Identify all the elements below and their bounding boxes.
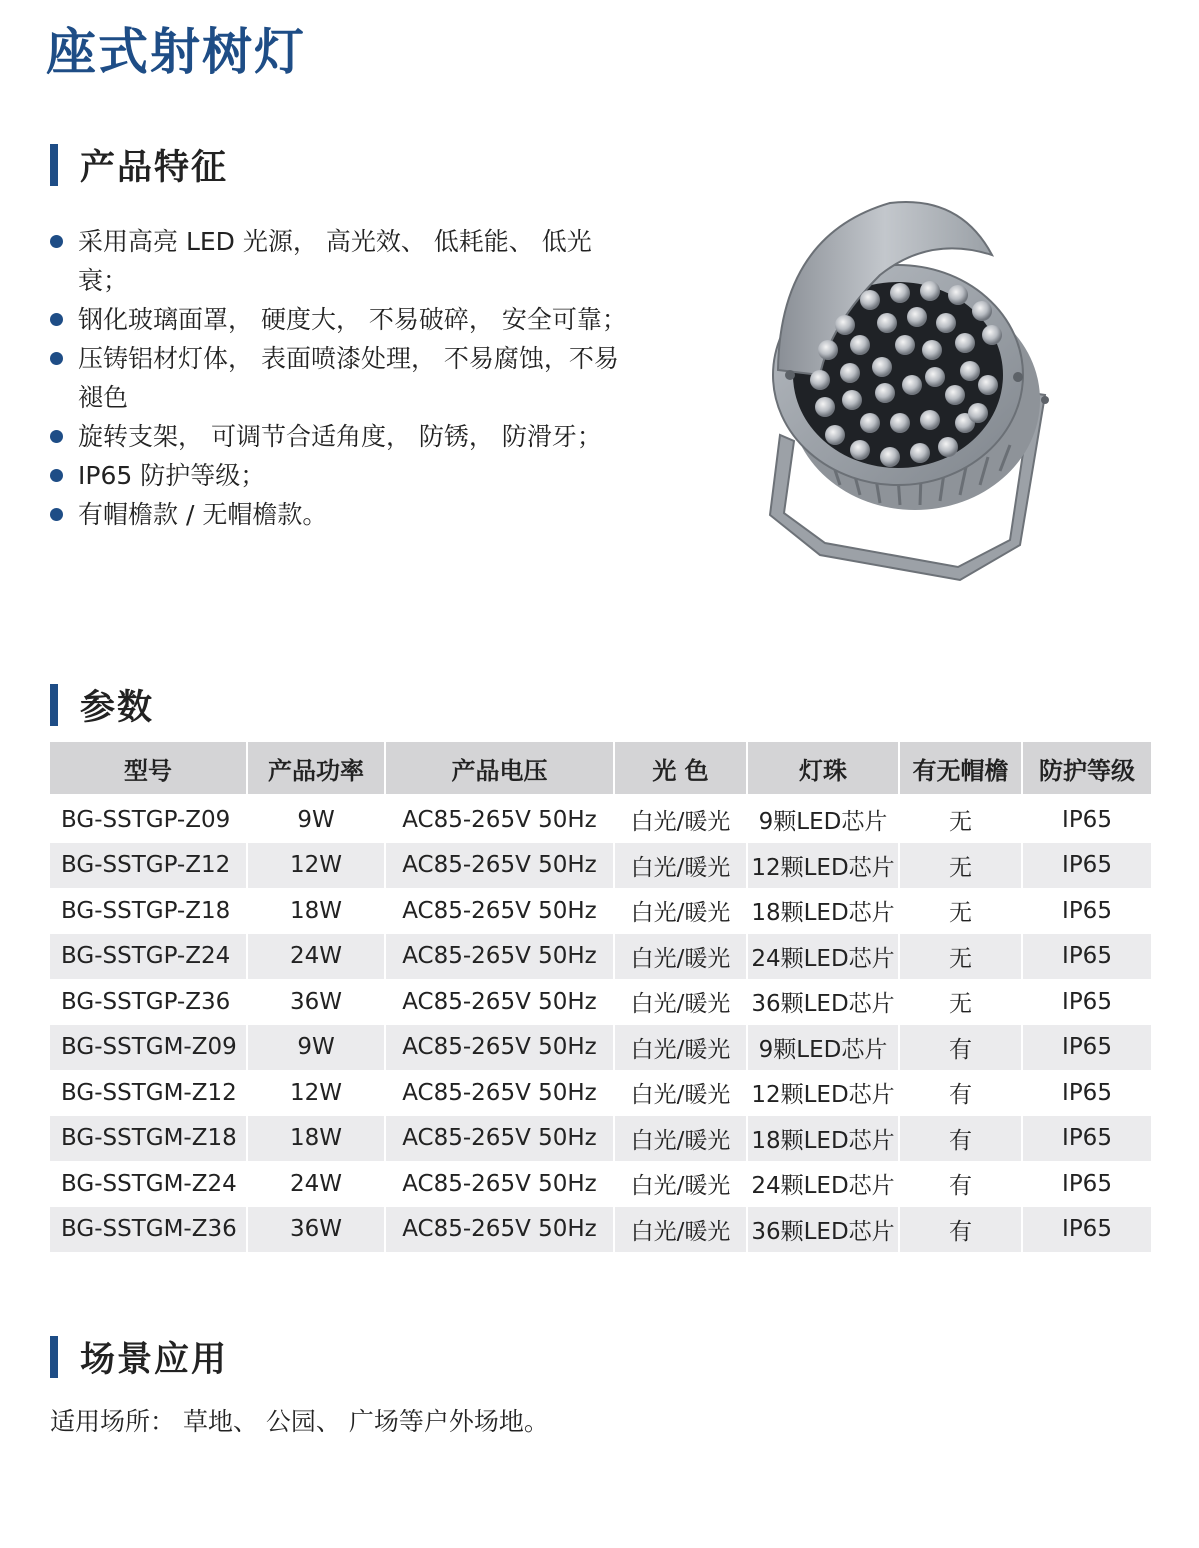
cell-voltage: AC85-265V 50Hz	[385, 1116, 614, 1162]
cell-light-color: 白光/暖光	[614, 934, 747, 980]
cell-power: 12W	[247, 843, 385, 889]
cell-visor: 无	[899, 979, 1022, 1025]
cell-model: BG-SSTGM-Z18	[50, 1116, 247, 1162]
cell-model: BG-SSTGP-Z36	[50, 979, 247, 1025]
header-visor: 有无帽檐	[899, 742, 1022, 796]
feature-item	[50, 495, 630, 534]
cell-voltage: AC85-265V 50Hz	[385, 1161, 614, 1207]
cell-voltage: AC85-265V 50Hz	[385, 843, 614, 889]
feature-text: IP65 防护等级；	[78, 461, 266, 490]
table-row	[50, 1207, 1151, 1253]
cell-model: BG-SSTGP-Z18	[50, 888, 247, 934]
table-row	[50, 1161, 1151, 1207]
features-section-title: 产品特征	[80, 148, 229, 188]
cell-power: 18W	[247, 888, 385, 934]
cell-protection: IP65	[1022, 1207, 1151, 1253]
params-section-title: 参数	[80, 688, 155, 728]
cell-protection: IP65	[1022, 1025, 1151, 1071]
cell-power: 18W	[247, 1116, 385, 1162]
section-marker-bar	[50, 684, 58, 726]
bullet-dot-icon	[50, 430, 63, 443]
cell-model: BG-SSTGM-Z09	[50, 1025, 247, 1071]
feature-text: 钢化玻璃面罩， 硬度大， 不易破碎， 安全可靠；	[78, 305, 627, 334]
cell-led-beads: 9颗LED芯片	[747, 796, 899, 843]
cell-protection: IP65	[1022, 888, 1151, 934]
table-row	[50, 843, 1151, 889]
cell-protection: IP65	[1022, 1161, 1151, 1207]
cell-light-color: 白光/暖光	[614, 843, 747, 889]
section-marker-bar	[50, 144, 58, 186]
application-section-title: 场景应用	[80, 1340, 229, 1380]
table-row	[50, 934, 1151, 980]
header-voltage: 产品电压	[385, 742, 614, 796]
application-text: 适用场所： 草地、 公园、 广场等户外场地。	[50, 1407, 549, 1436]
cell-power: 9W	[247, 1025, 385, 1071]
cell-visor: 有	[899, 1116, 1022, 1162]
cell-led-beads: 36颗LED芯片	[747, 979, 899, 1025]
header-model: 型号	[50, 742, 247, 796]
cell-led-beads: 36颗LED芯片	[747, 1207, 899, 1253]
cell-protection: IP65	[1022, 796, 1151, 843]
cell-led-beads: 18颗LED芯片	[747, 1116, 899, 1162]
feature-text: 旋转支架， 可调节合适角度， 防锈， 防滑牙；	[78, 422, 602, 451]
cell-voltage: AC85-265V 50Hz	[385, 934, 614, 980]
feature-item	[50, 222, 630, 300]
cell-power: 36W	[247, 1207, 385, 1253]
cell-visor: 有	[899, 1161, 1022, 1207]
feature-text: 采用高亮 LED 光源， 高光效、 低耗能、 低光衰；	[78, 227, 592, 295]
cell-visor: 无	[899, 934, 1022, 980]
header-power: 产品功率	[247, 742, 385, 796]
bullet-dot-icon	[50, 313, 63, 326]
cell-light-color: 白光/暖光	[614, 888, 747, 934]
cell-model: BG-SSTGP-Z12	[50, 843, 247, 889]
cell-model: BG-SSTGM-Z36	[50, 1207, 247, 1253]
cell-visor: 有	[899, 1070, 1022, 1116]
feature-item	[50, 339, 630, 417]
cell-visor: 有	[899, 1025, 1022, 1071]
cell-light-color: 白光/暖光	[614, 979, 747, 1025]
cell-voltage: AC85-265V 50Hz	[385, 979, 614, 1025]
cell-model: BG-SSTGM-Z12	[50, 1070, 247, 1116]
header-led-beads: 灯珠	[747, 742, 899, 796]
table-header-row	[50, 742, 1151, 796]
header-light-color: 光 色	[614, 742, 747, 796]
bullet-dot-icon	[50, 235, 63, 248]
cell-protection: IP65	[1022, 979, 1151, 1025]
product-image	[760, 195, 1060, 590]
table-row	[50, 979, 1151, 1025]
bullet-dot-icon	[50, 508, 63, 521]
bullet-dot-icon	[50, 469, 63, 482]
tree-spotlight-icon	[760, 195, 1060, 590]
feature-text: 压铸铝材灯体， 表面喷漆处理， 不易腐蚀，不易褪色	[78, 344, 619, 412]
cell-light-color: 白光/暖光	[614, 1025, 747, 1071]
cell-led-beads: 12颗LED芯片	[747, 1070, 899, 1116]
cell-protection: IP65	[1022, 934, 1151, 980]
cell-model: BG-SSTGP-Z09	[50, 796, 247, 843]
page-title: 座式射树灯	[46, 23, 306, 81]
cell-led-beads: 9颗LED芯片	[747, 1025, 899, 1071]
cell-light-color: 白光/暖光	[614, 1070, 747, 1116]
cell-visor: 无	[899, 888, 1022, 934]
cell-model: BG-SSTGP-Z24	[50, 934, 247, 980]
table-row	[50, 1025, 1151, 1071]
cell-light-color: 白光/暖光	[614, 1161, 747, 1207]
cell-light-color: 白光/暖光	[614, 1207, 747, 1253]
cell-power: 12W	[247, 1070, 385, 1116]
cell-led-beads: 24颗LED芯片	[747, 934, 899, 980]
cell-protection: IP65	[1022, 843, 1151, 889]
cell-power: 36W	[247, 979, 385, 1025]
features-list	[50, 222, 630, 534]
cell-power: 24W	[247, 934, 385, 980]
feature-text: 有帽檐款 / 无帽檐款。	[78, 500, 328, 529]
table-row	[50, 796, 1151, 843]
cell-protection: IP65	[1022, 1070, 1151, 1116]
table-row	[50, 1070, 1151, 1116]
section-marker-bar	[50, 1336, 58, 1378]
feature-item	[50, 300, 630, 339]
cell-led-beads: 12颗LED芯片	[747, 843, 899, 889]
header-protection: 防护等级	[1022, 742, 1151, 796]
parameters-table	[50, 742, 1151, 1252]
cell-voltage: AC85-265V 50Hz	[385, 1025, 614, 1071]
cell-voltage: AC85-265V 50Hz	[385, 1207, 614, 1253]
application-section-header	[50, 1332, 228, 1382]
cell-model: BG-SSTGM-Z24	[50, 1161, 247, 1207]
cell-voltage: AC85-265V 50Hz	[385, 888, 614, 934]
cell-visor: 有	[899, 1207, 1022, 1253]
cell-visor: 无	[899, 843, 1022, 889]
feature-item	[50, 417, 630, 456]
cell-led-beads: 18颗LED芯片	[747, 888, 899, 934]
table-row	[50, 888, 1151, 934]
cell-voltage: AC85-265V 50Hz	[385, 796, 614, 843]
feature-item	[50, 456, 630, 495]
params-section-header	[50, 680, 154, 730]
cell-led-beads: 24颗LED芯片	[747, 1161, 899, 1207]
cell-power: 9W	[247, 796, 385, 843]
cell-light-color: 白光/暖光	[614, 1116, 747, 1162]
cell-voltage: AC85-265V 50Hz	[385, 1070, 614, 1116]
bullet-dot-icon	[50, 352, 63, 365]
cell-protection: IP65	[1022, 1116, 1151, 1162]
table-row	[50, 1116, 1151, 1162]
cell-light-color: 白光/暖光	[614, 796, 747, 843]
cell-visor: 无	[899, 796, 1022, 843]
features-section-header	[50, 140, 228, 190]
cell-power: 24W	[247, 1161, 385, 1207]
